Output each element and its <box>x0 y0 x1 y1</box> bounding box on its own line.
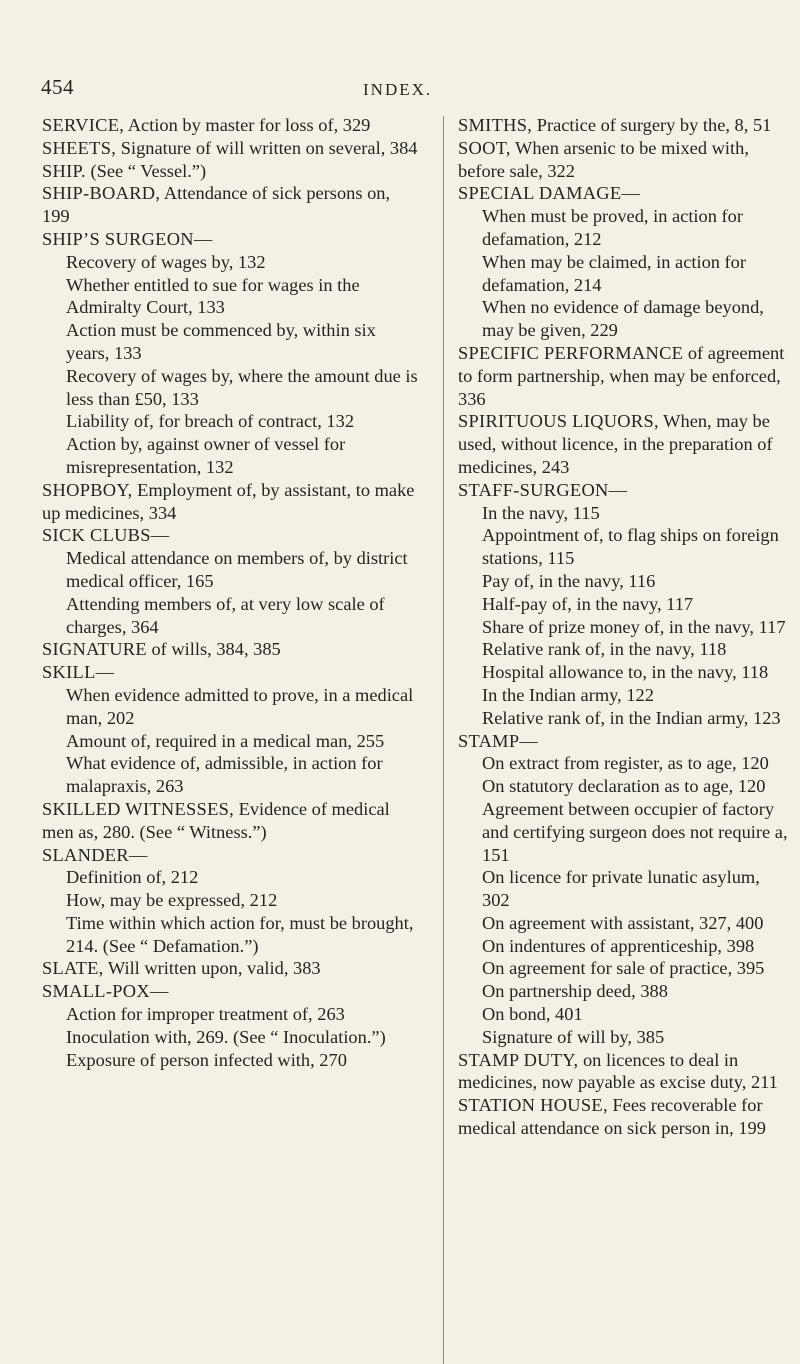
index-subentry: On agreement with assistant, 327, 400 <box>482 912 764 933</box>
index-entry <box>42 844 420 867</box>
index-subentry: Share of prize money of, in the navy, 117 <box>482 616 786 637</box>
index-column-left <box>42 114 420 1071</box>
index-entry <box>42 114 420 137</box>
index-headword: SHIP-BOARD, <box>42 183 161 204</box>
index-entry <box>458 730 788 753</box>
index-subentry: On partnership deed, 388 <box>482 981 668 1002</box>
index-subentry: When must be proved, in action for defamation, 212 <box>482 206 743 249</box>
index-entry <box>42 479 420 525</box>
index-entry-text: on licences to deal in medicines, now payable as excise duty, 211 <box>458 1049 778 1093</box>
index-entry <box>42 980 420 1003</box>
index-entry-text: Will written upon, valid, 383 <box>103 958 321 979</box>
index-subentry: When no evidence of damage beyond, may be given, 229 <box>482 297 764 341</box>
index-subentry: What evidence of, admissible, in action for malapraxis, 263 <box>66 753 383 797</box>
index-subentry: Whether entitled to sue for wages in the Admiralty Court, 133 <box>66 274 360 318</box>
index-subentry: Definition of, 212 <box>66 867 199 888</box>
index-headword: SHIP. <box>42 160 86 181</box>
index-entry-text: Signature of will written on several, 384 <box>116 137 418 158</box>
column-rule <box>443 116 444 1364</box>
index-entry <box>42 661 420 684</box>
index-column-right <box>458 114 788 1140</box>
index-headword: SHEETS, <box>42 137 117 158</box>
index-subentry: In the navy, 115 <box>482 502 600 523</box>
index-subentry: Liability of, for breach of contract, 132 <box>66 411 355 432</box>
index-subentry: Relative rank of, in the Indian army, 123 <box>482 707 781 728</box>
index-entry-text: Fees recoverable for medical attendance on sick person in, 199 <box>458 1095 766 1139</box>
index-subentry: On bond, 401 <box>482 1004 583 1025</box>
index-headword: SPIRITUOUS LIQUORS, <box>458 411 659 432</box>
index-entry <box>458 1094 788 1140</box>
index-entry-text: Practice of surgery by the, 8, 51 <box>532 115 772 135</box>
index-entry <box>42 957 420 980</box>
index-entry-text: of agreement to form partnership, when may be enforced, 336 <box>458 342 785 409</box>
index-headword: SPECIAL DAMAGE— <box>458 183 641 204</box>
index-headword: STAMP DUTY, <box>458 1049 579 1070</box>
index-entry <box>42 137 420 160</box>
index-subentry: Time within which action for, must be brought, 214. (See “ Defamation.”) <box>66 912 414 956</box>
index-subentry: When evidence admitted to prove, in a medical man, 202 <box>66 684 414 728</box>
index-entry-text: Action by master for loss of, 329 <box>124 115 371 135</box>
index-subentry: On statutory declaration as to age, 120 <box>482 776 766 797</box>
index-subentry: On extract from register, as to age, 120 <box>482 753 769 774</box>
index-headword: SHOPBOY, <box>42 479 133 500</box>
running-head: INDEX. <box>363 80 433 99</box>
index-entry-text: Employment of, by assistant, to make up medicines, 334 <box>42 479 415 523</box>
index-entry-text: of wills, 384, 385 <box>146 639 281 660</box>
index-subentry: Medical attendance on members of, by district medical officer, 165 <box>66 548 408 591</box>
index-headword: SKILL— <box>42 662 115 683</box>
index-subentry: When may be claimed, in action for defamation, 214 <box>482 251 747 295</box>
index-headword: STAFF-SURGEON— <box>458 479 628 500</box>
index-subentry: Action for improper treatment of, 263 <box>66 1004 345 1025</box>
index-subentry: On agreement for sale of practice, 395 <box>482 958 765 979</box>
index-subentry: On indentures of apprenticeship, 398 <box>482 935 755 956</box>
index-subentry: Hospital allowance to, in the navy, 118 <box>482 662 769 683</box>
index-entry <box>42 798 420 844</box>
index-headword: SICK CLUBS— <box>42 525 170 546</box>
index-entry-text: (See “ Vessel.”) <box>85 160 207 181</box>
index-entry <box>458 137 788 183</box>
index-headword: SLANDER— <box>42 844 148 865</box>
index-subentry: Action by, against owner of vessel for misrepresentation, 132 <box>66 434 346 477</box>
index-entry <box>42 182 420 228</box>
index-subentry: Relative rank of, in the navy, 118 <box>482 639 727 660</box>
index-entry <box>458 342 788 410</box>
index-entry-text: Evidence of medical men as, 280. (See “ Witness.”) <box>42 798 390 842</box>
index-entry <box>458 182 788 205</box>
index-entry <box>458 1049 788 1095</box>
index-headword: SLATE, <box>42 958 104 979</box>
index-entry <box>42 524 420 547</box>
index-headword: STAMP— <box>458 730 539 751</box>
index-headword: SOOT, <box>458 137 511 158</box>
index-subentry: Attending members of, at very low scale of charges, 364 <box>66 593 385 637</box>
index-entry <box>458 410 788 478</box>
index-entry-text: When, may be used, without licence, in the preparation of medicines, 243 <box>458 411 773 477</box>
index-entry-text: Attendance of sick persons on, 199 <box>42 183 391 227</box>
index-subentry: How, may be expressed, 212 <box>66 890 278 911</box>
index-entry <box>42 228 420 251</box>
index-subentry: Pay of, in the navy, 116 <box>482 570 656 591</box>
index-subentry: Action must be commenced by, within six years, 133 <box>66 320 376 363</box>
index-entry-text: When arsenic to be mixed with, before sale, 322 <box>458 137 749 181</box>
index-headword: SIGNATURE <box>42 639 147 660</box>
index-headword: SERVICE, <box>42 115 125 135</box>
index-subentry: Exposure of person infected with, 270 <box>66 1049 347 1070</box>
index-entry <box>458 114 788 137</box>
index-subentry: Recovery of wages by, 132 <box>66 251 266 272</box>
index-entry <box>458 479 788 502</box>
index-subentry: Half-pay of, in the navy, 117 <box>482 593 694 614</box>
index-headword: SHIP’S SURGEON— <box>42 228 213 249</box>
index-subentry: Inoculation with, 269. (See “ Inoculation.”) <box>66 1026 386 1047</box>
index-subentry: On licence for private lunatic asylum, 302 <box>482 867 760 911</box>
index-headword: SMALL-POX— <box>42 981 169 1002</box>
index-subentry: Amount of, required in a medical man, 255 <box>66 730 385 751</box>
index-subentry: Appointment of, to flag ships on foreign stations, 115 <box>482 525 779 569</box>
index-entry <box>42 638 420 661</box>
index-headword: SPECIFIC PERFORMANCE <box>458 342 684 363</box>
index-subentry: In the Indian army, 122 <box>482 684 654 705</box>
index-headword: STATION HOUSE, <box>458 1095 608 1116</box>
index-subentry: Signature of will by, 385 <box>482 1026 665 1047</box>
index-entry <box>42 160 420 183</box>
page-number: 454 <box>41 75 74 99</box>
index-headword: SMITHS, <box>458 115 533 135</box>
index-subentry: Recovery of wages by, where the amount due is less than £50, 133 <box>66 365 418 409</box>
index-subentry: Agreement between occupier of factory and certifying surgeon does not require a, 151 <box>482 798 788 865</box>
index-headword: SKILLED WITNESSES, <box>42 798 235 819</box>
